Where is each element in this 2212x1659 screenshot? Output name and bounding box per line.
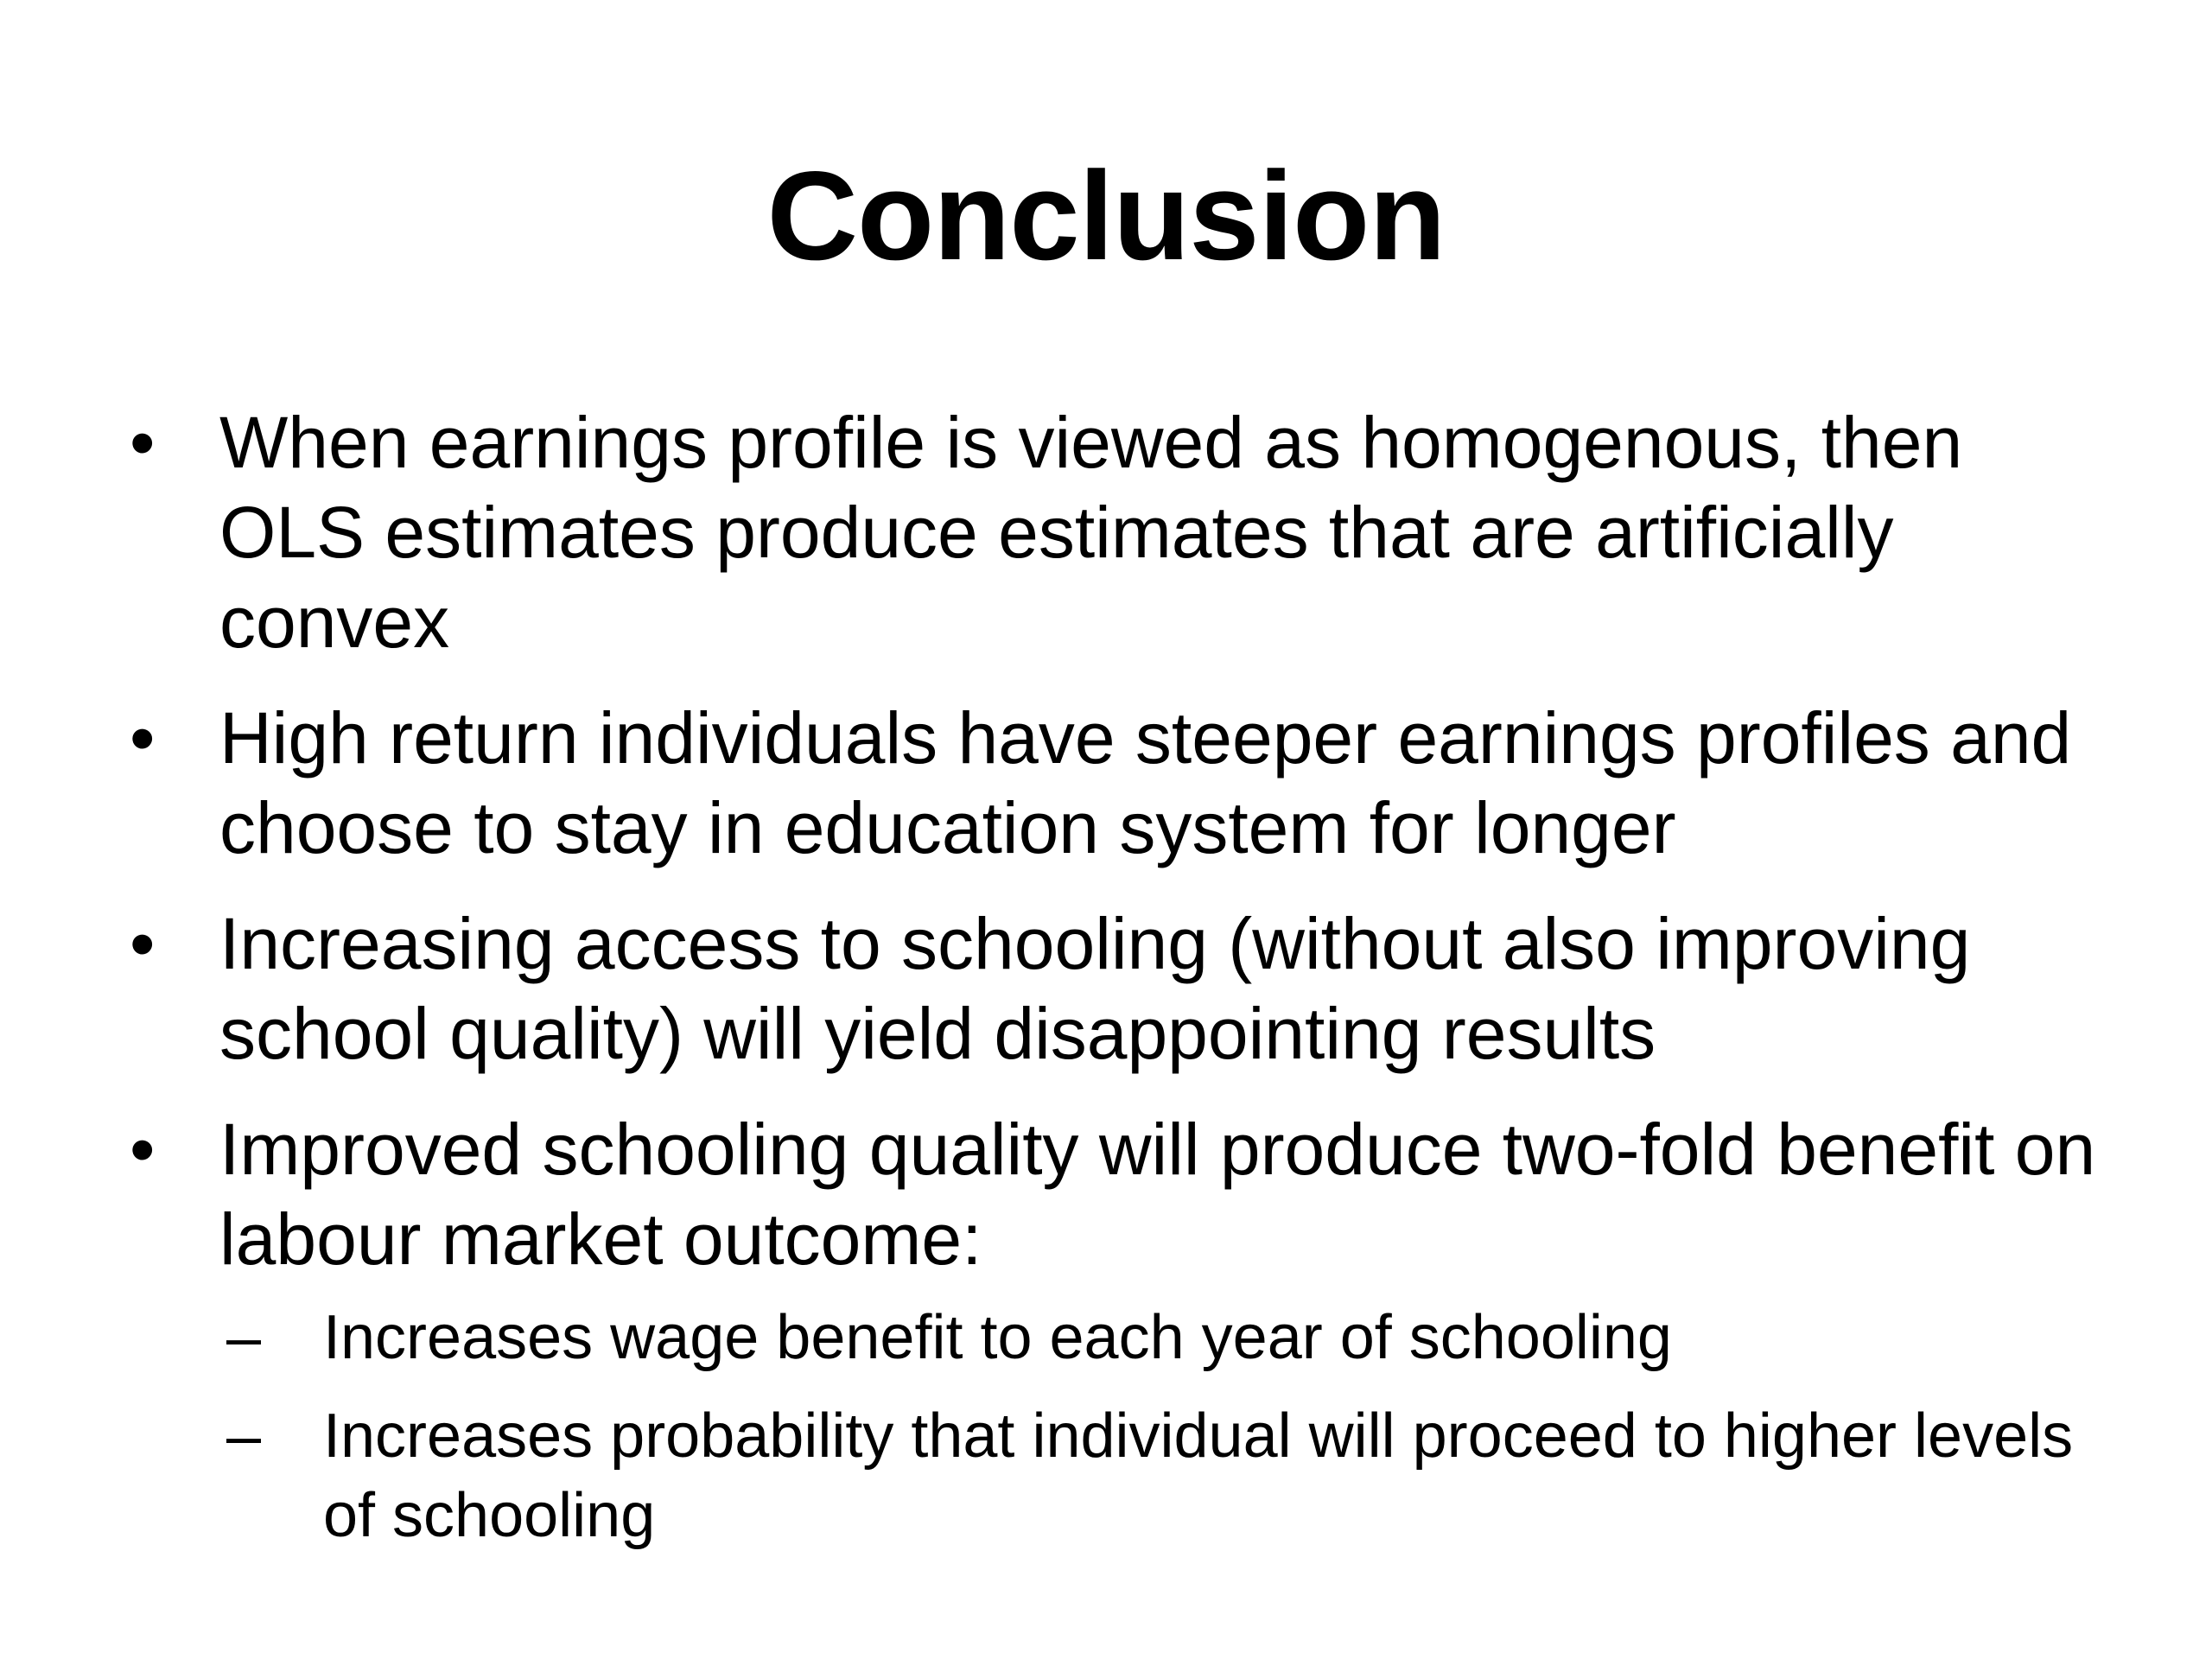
bullet-text: High return individuals have steeper earnings profiles and choose to stay in education system for longer [219, 697, 2072, 868]
sub-bullet-marker: – [226, 1402, 262, 1471]
sub-bullet-item [226, 1298, 2117, 1377]
bullet-marker: • [130, 1109, 156, 1190]
bullet-marker: • [130, 903, 156, 984]
bullet-list [130, 397, 2117, 1581]
sub-bullet-item [226, 1396, 2117, 1555]
sub-bullet-marker: – [226, 1303, 262, 1372]
bullet-item [130, 1104, 2117, 1555]
sub-bullet-list [219, 1298, 2117, 1555]
sub-bullet-text: Increases probability that individual will proceed to higher levels of schooling [323, 1402, 2074, 1550]
bullet-marker: • [130, 697, 156, 779]
bullet-item [130, 693, 2117, 873]
bullet-text: Increasing access to schooling (without also improving school quality) will yield disappointing results [219, 903, 1971, 1074]
sub-bullet-text: Increases wage benefit to each year of schooling [323, 1303, 1672, 1372]
bullet-text: Improved schooling quality will produce two-fold benefit on labour market outcome: [219, 1109, 2096, 1280]
bullet-item [130, 899, 2117, 1078]
bullet-marker: • [130, 402, 156, 483]
bullet-item [130, 397, 2117, 667]
slide-title: Conclusion [766, 145, 1446, 286]
bullet-text: When earnings profile is viewed as homogenous, then OLS estimates produce estimates that are artificially convex [219, 402, 1963, 663]
